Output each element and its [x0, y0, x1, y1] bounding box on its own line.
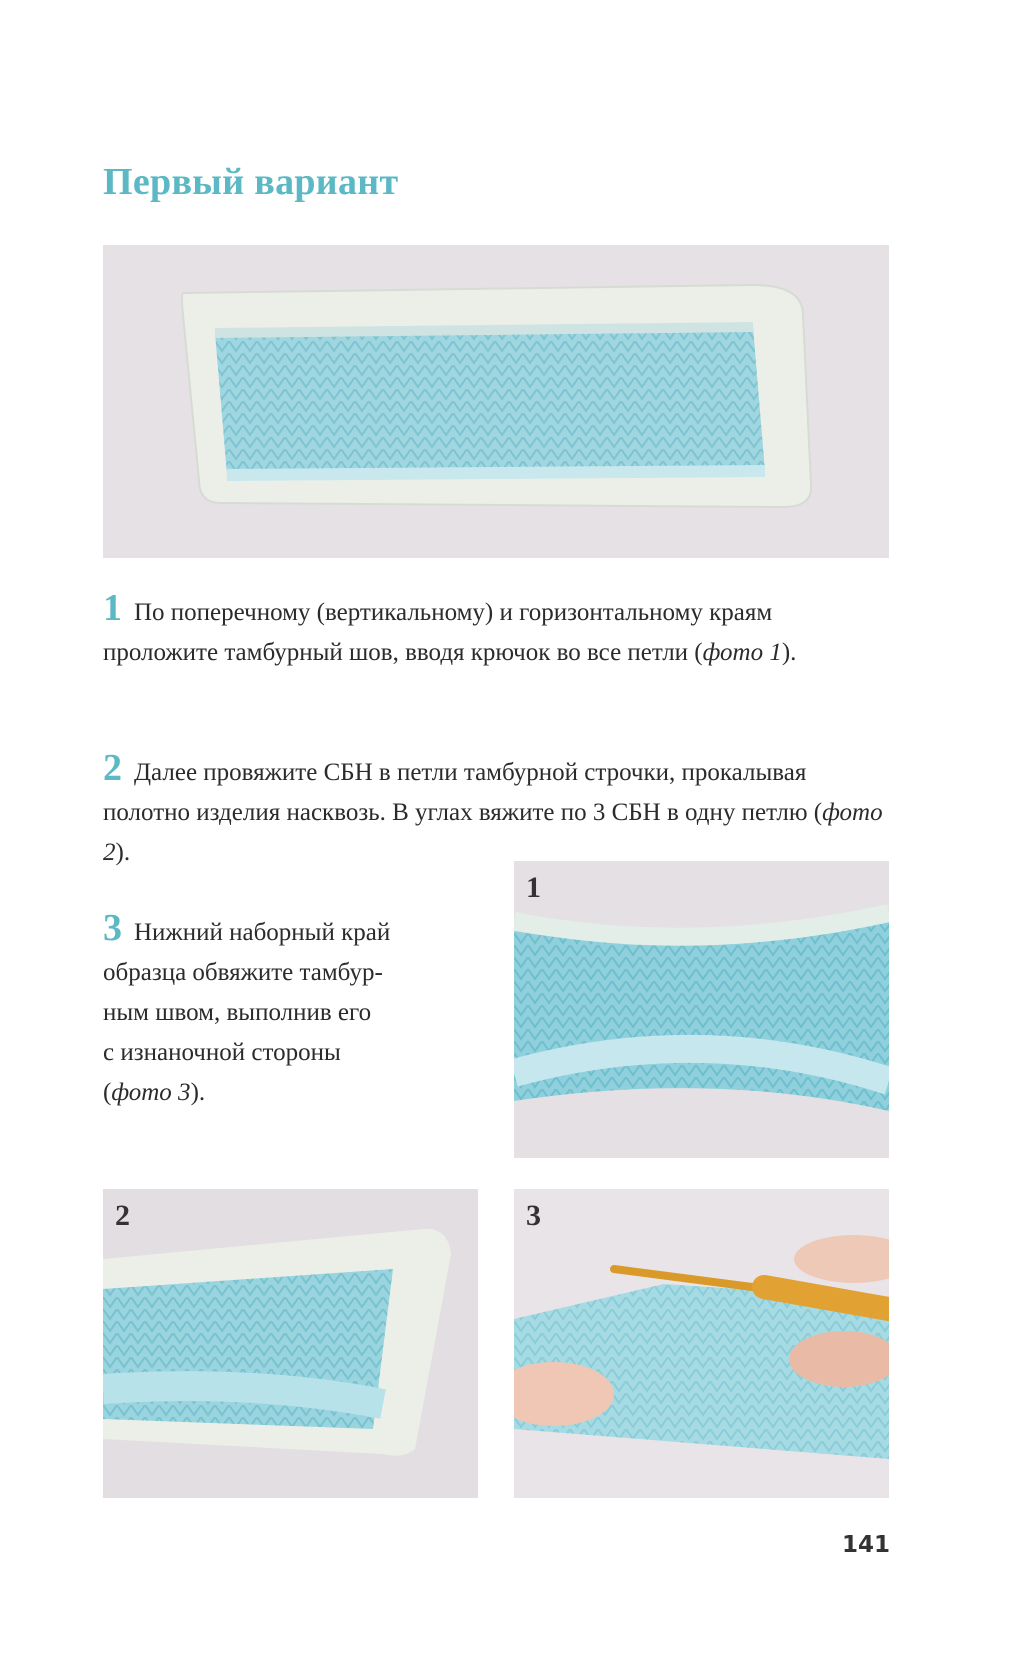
photo-2-illustration [103, 1189, 478, 1498]
step-2-text: Далее провяжите СБН в петли тамбурной строчки, прокалывая полотно изделия насквозь. В углах вяжите по 3 СБН в одну петлю ( [103, 759, 823, 826]
step-2-number: 2 [103, 747, 122, 789]
photo-2 [103, 1189, 478, 1498]
step-1-text-end: ). [781, 639, 797, 666]
photo-1 [514, 861, 889, 1158]
photo-3-label: 3 [526, 1199, 541, 1232]
step-3-ref-open: ( [103, 1079, 112, 1106]
step-3-photo-ref: фото 3 [111, 1079, 191, 1106]
step-3-text-end: ). [190, 1079, 206, 1106]
photo-2-label: 2 [115, 1199, 130, 1232]
knitted-sample-illustration [103, 245, 889, 558]
photo-1-label: 1 [526, 871, 541, 904]
photo-3 [514, 1189, 889, 1498]
step-1-photo-ref: фото 1 [702, 639, 782, 666]
section-heading: Первый вариант [103, 161, 399, 203]
step-1-number: 1 [103, 587, 122, 629]
step-3-line-4: с изнаночной стороны [103, 1039, 341, 1066]
step-1-text: По поперечному (вертикальному) и горизонтальному краям проложите тамбурный шов, вводя крючок во все петли ( [103, 599, 773, 666]
step-3-line-1: Нижний наборный край [134, 919, 391, 946]
page-number: 141 [842, 1532, 891, 1558]
step-1 [103, 588, 893, 673]
step-3-line-3: ным швом, выполнив его [103, 999, 372, 1026]
step-3-number: 3 [103, 907, 122, 949]
step-2-photo-ref: фото 2 [103, 799, 883, 866]
step-3 [103, 908, 483, 1113]
main-knitting-photo [103, 245, 889, 558]
step-2-text-end: ). [115, 839, 131, 866]
photo-3-illustration [514, 1189, 889, 1498]
step-3-line-2: образца обвяжите тамбур- [103, 959, 383, 986]
step-2 [103, 748, 883, 873]
photo-1-illustration [514, 861, 889, 1158]
